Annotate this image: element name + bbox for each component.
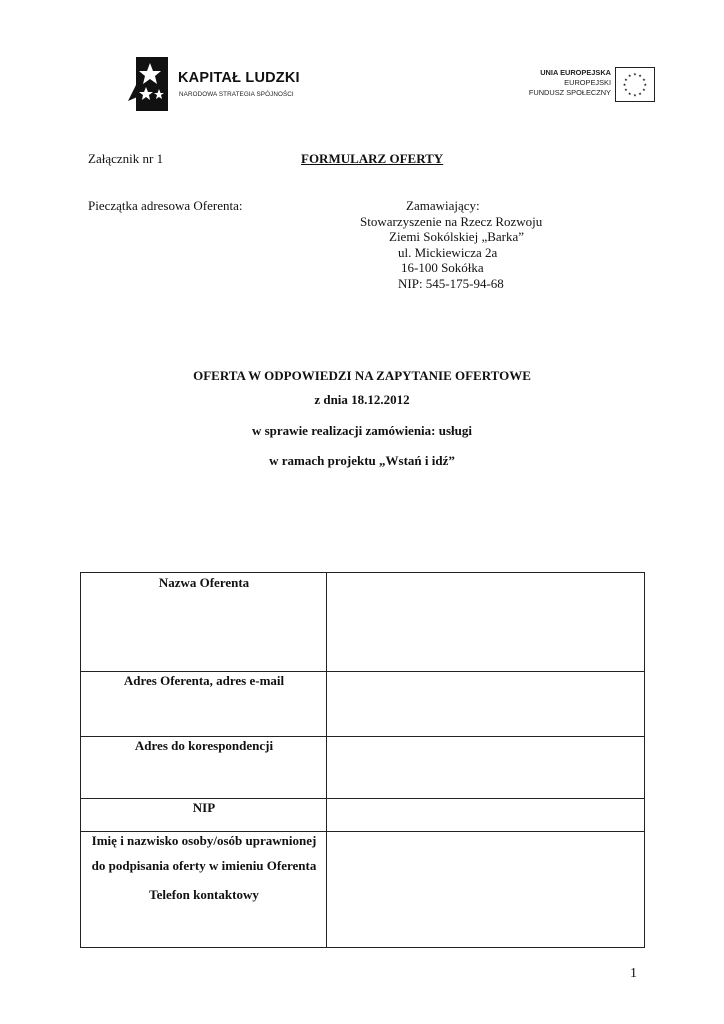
contracting-party-street: ul. Mickiewicza 2a bbox=[398, 245, 498, 260]
table-row bbox=[81, 573, 644, 672]
table-row bbox=[81, 831, 644, 948]
eu-star-icon: ★ bbox=[624, 87, 628, 93]
offer-subject: w sprawie realizacji zamówienia: usługi bbox=[251, 423, 472, 438]
kapital-ludzki-emblem-icon bbox=[128, 55, 170, 113]
eu-line-1: UNIA EUROPEJSKA bbox=[540, 68, 611, 77]
table-label-cell bbox=[81, 672, 327, 737]
bidder-stamp-label: Pieczątka adresowa Oferenta: bbox=[88, 198, 243, 213]
table-label-cell bbox=[81, 737, 327, 799]
label-contact-phone: Telefon kontaktowy bbox=[149, 887, 259, 902]
table-label-cell bbox=[81, 573, 327, 672]
offer-heading: OFERTA W ODPOWIEDZI NA ZAPYTANIE OFERTOWE bbox=[193, 368, 531, 383]
contracting-party-nip: NIP: 545-175-94-68 bbox=[398, 276, 504, 291]
table-row bbox=[81, 798, 644, 832]
eu-star-icon: ★ bbox=[643, 82, 648, 88]
contracting-party-name-1: Stowarzyszenie na Rzecz Rozwoju bbox=[360, 214, 543, 229]
eu-star-icon: ★ bbox=[642, 87, 646, 93]
table-row bbox=[81, 736, 644, 799]
label-nip: NIP bbox=[192, 800, 216, 815]
table-label-cell bbox=[81, 832, 327, 948]
bidder-address-field[interactable] bbox=[327, 672, 644, 737]
bidder-name-field[interactable] bbox=[327, 573, 644, 672]
eu-star-icon: ★ bbox=[622, 82, 627, 88]
correspondence-address-field[interactable] bbox=[327, 737, 644, 799]
eu-flag-icon bbox=[615, 67, 655, 102]
eu-star-icon: ★ bbox=[638, 90, 643, 96]
attachment-label: Załącznik nr 1 bbox=[88, 151, 164, 166]
authorized-person-field[interactable] bbox=[327, 832, 644, 948]
eu-star-icon: ★ bbox=[633, 92, 637, 98]
eu-star-icon: ★ bbox=[627, 73, 632, 79]
page-number: 1 bbox=[630, 966, 637, 981]
offer-table bbox=[80, 572, 645, 948]
label-correspondence-address: Adres do korespondencji bbox=[134, 738, 274, 753]
label-bidder-address: Adres Oferenta, adres e-mail bbox=[123, 673, 285, 688]
eu-star-icon: ★ bbox=[624, 76, 628, 82]
table-row bbox=[81, 671, 644, 737]
table-label-cell bbox=[81, 799, 327, 832]
eu-star-icon: ★ bbox=[627, 90, 632, 96]
offer-date: z dnia 18.12.2012 bbox=[314, 392, 410, 407]
offer-project: w ramach projektu „Wstań i idź” bbox=[269, 453, 455, 468]
form-title: FORMULARZ OFERTY bbox=[301, 151, 444, 166]
eu-line-2: EUROPEJSKI bbox=[564, 78, 611, 87]
eu-logo-text bbox=[529, 68, 611, 98]
eu-logo bbox=[505, 67, 655, 103]
kapital-ludzki-title: KAPITAŁ LUDZKI bbox=[178, 70, 300, 86]
contracting-party-city: 16-100 Sokółka bbox=[401, 260, 484, 275]
label-authorized-person-2: do podpisania oferty w imieniu Oferenta bbox=[91, 858, 317, 873]
label-authorized-person-1: Imię i nazwisko osoby/osób uprawnionej bbox=[91, 833, 317, 848]
eu-star-icon: ★ bbox=[638, 73, 643, 79]
kapital-ludzki-logo bbox=[128, 55, 318, 115]
contracting-party-name-2: Ziemi Sokólskiej „Barka” bbox=[389, 229, 525, 244]
eu-star-icon: ★ bbox=[642, 76, 646, 82]
eu-star-icon: ★ bbox=[633, 71, 637, 77]
eu-line-3: FUNDUSZ SPOŁECZNY bbox=[528, 88, 611, 97]
nip-field[interactable] bbox=[327, 799, 644, 832]
label-bidder-name: Nazwa Oferenta bbox=[158, 575, 250, 590]
kapital-ludzki-subtitle: NARODOWA STRATEGIA SPÓJNOŚCI bbox=[179, 91, 294, 98]
contracting-party-label: Zamawiający: bbox=[406, 198, 480, 213]
